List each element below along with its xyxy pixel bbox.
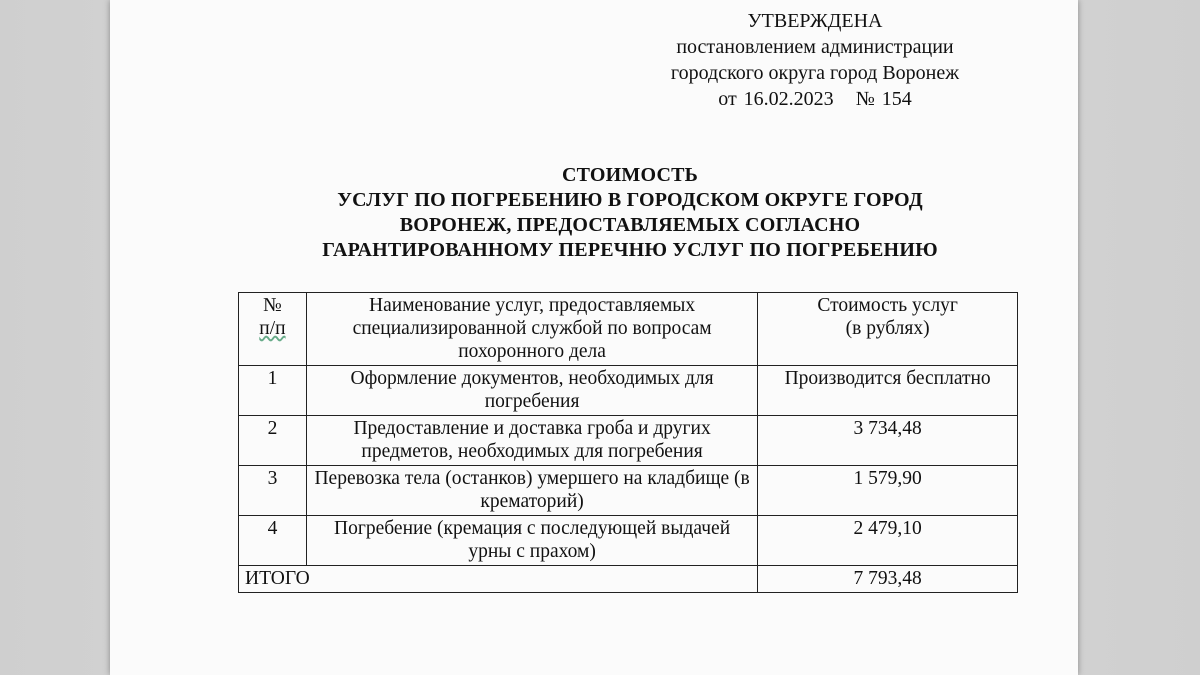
header-cost-label: Стоимость услуг <box>817 295 958 316</box>
table-row <box>239 416 1018 466</box>
total-label: ИТОГО <box>239 566 758 593</box>
approval-issuer: постановлением администрации <box>676 36 954 58</box>
row-cost: Производится бесплатно <box>758 366 1018 416</box>
row-service-name: Предоставление и доставка гроба и других предметов, необходимых для погребения <box>306 416 757 466</box>
approval-date-number <box>665 86 965 112</box>
approval-number: № 154 <box>855 88 912 110</box>
title-line-4: ГАРАНТИРОВАННОМУ ПЕРЕЧНЮ УСЛУГ ПО ПОГРЕБЕНИЮ <box>322 239 938 261</box>
services-table <box>238 292 1018 593</box>
row-number: 2 <box>239 416 307 466</box>
row-cost: 3 734,48 <box>758 416 1018 466</box>
header-service-name: Наименование услуг, предоставляемых специализированной службой по вопросам похоронного дела <box>306 293 757 366</box>
header-cost-unit: (в рублях) <box>845 318 930 339</box>
total-value: 7 793,48 <box>758 566 1018 593</box>
header-number <box>239 293 307 366</box>
row-number: 3 <box>239 466 307 516</box>
header-cost <box>758 293 1018 366</box>
total-row <box>239 566 1018 593</box>
approval-stamp <box>665 8 965 112</box>
header-number-symbol: № <box>263 295 282 316</box>
header-number-abbrev: п/п <box>259 318 286 339</box>
row-service-name: Перевозка тела (останков) умершего на кладбище (в крематорий) <box>306 466 757 516</box>
title-line-3: ВОРОНЕЖ, ПРЕДОСТАВЛЯЕМЫХ СОГЛАСНО <box>399 214 861 236</box>
table-header-row <box>239 293 1018 366</box>
title-line-1: СТОИМОСТЬ <box>561 164 699 186</box>
row-service-name: Погребение (кремация с последующей выдачей урны с прахом) <box>306 516 757 566</box>
table-row <box>239 466 1018 516</box>
row-number: 1 <box>239 366 307 416</box>
row-service-name: Оформление документов, необходимых для погребения <box>306 366 757 416</box>
row-cost: 2 479,10 <box>758 516 1018 566</box>
table-row <box>239 516 1018 566</box>
approval-heading: УТВЕРЖДЕНА <box>747 10 883 32</box>
approval-date: от 16.02.2023 <box>718 88 834 110</box>
table-row <box>239 366 1018 416</box>
row-cost: 1 579,90 <box>758 466 1018 516</box>
title-line-2: УСЛУГ ПО ПОГРЕБЕНИЮ В ГОРОДСКОМ ОКРУГЕ ГОРОД <box>337 189 923 211</box>
document-page <box>110 0 1078 675</box>
document-title <box>210 163 1050 263</box>
row-number: 4 <box>239 516 307 566</box>
approval-authority: городского округа город Воронеж <box>670 62 960 84</box>
